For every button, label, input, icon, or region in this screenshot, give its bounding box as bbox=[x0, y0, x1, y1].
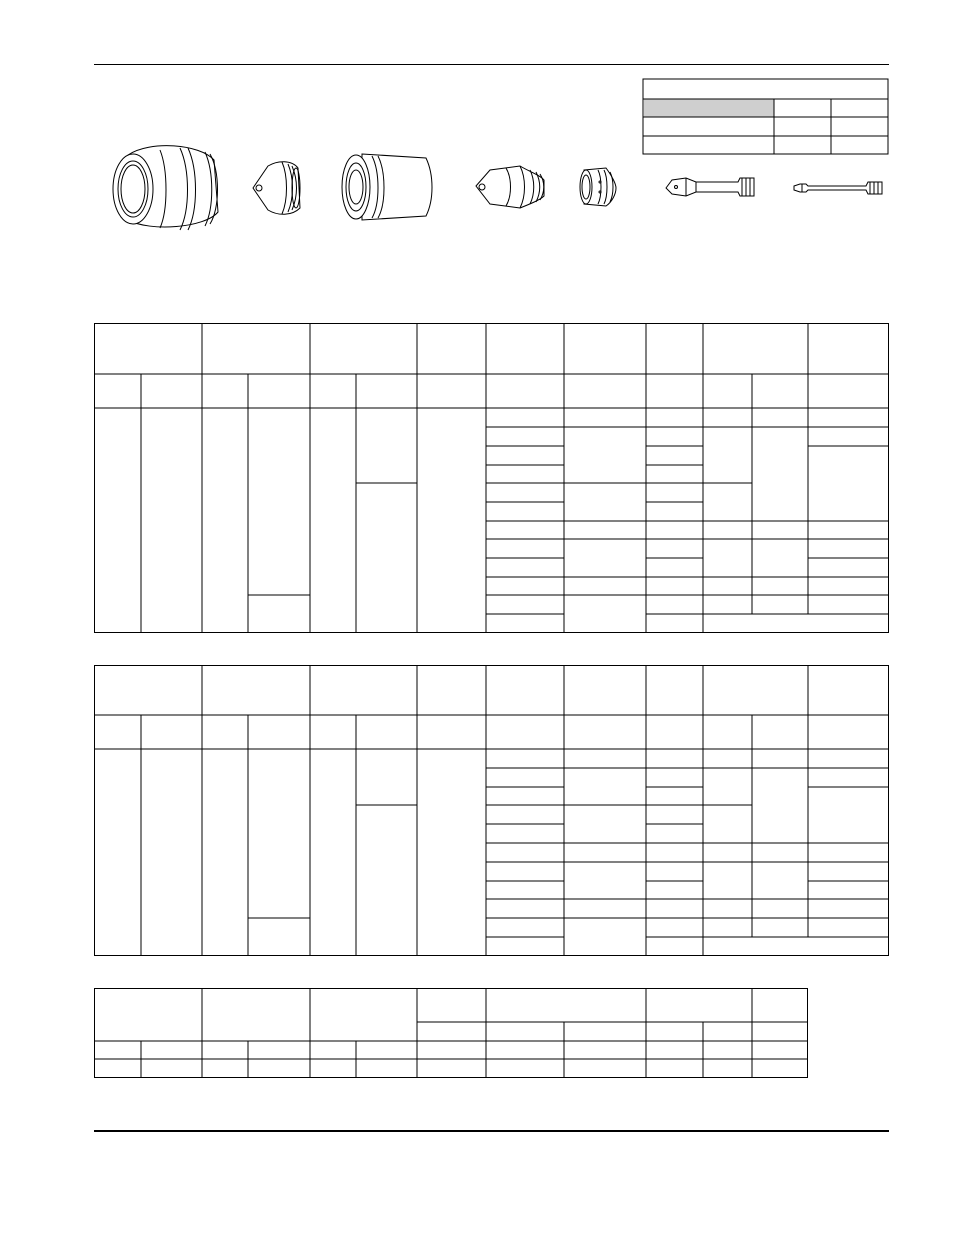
swirl-ring-icon bbox=[580, 168, 616, 206]
water-tube-icon bbox=[794, 182, 882, 194]
table-2 bbox=[94, 665, 889, 956]
table-1 bbox=[94, 323, 889, 633]
electrode-icon bbox=[666, 178, 754, 196]
retaining-cap-long-icon bbox=[342, 154, 432, 220]
nozzle-icon bbox=[476, 166, 544, 208]
shield-icon bbox=[253, 162, 300, 215]
table-3 bbox=[94, 988, 808, 1078]
retaining-cap-icon bbox=[113, 146, 218, 230]
legend-box bbox=[643, 79, 888, 154]
